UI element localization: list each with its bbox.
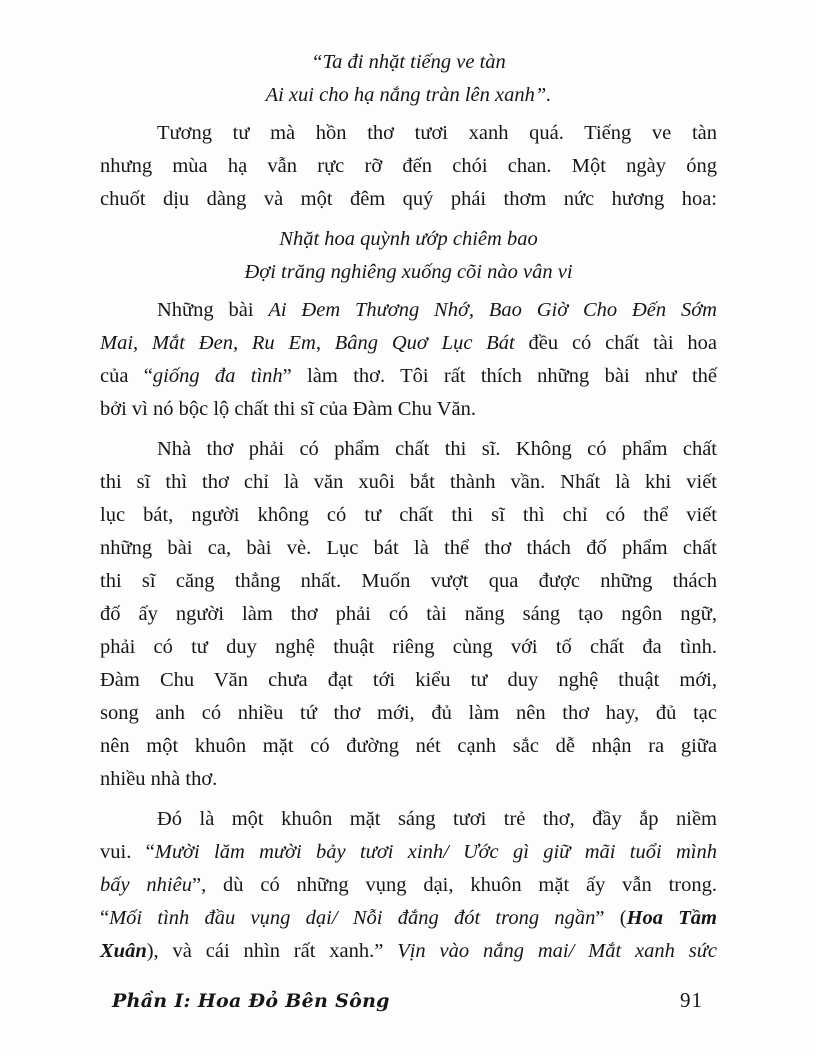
text-line: [100, 598, 717, 631]
page-number: 91: [680, 988, 703, 1012]
text-run: Mười lăm mười bảy tươi xinh/ Ước gì giữ mãi tuổi mình: [154, 841, 718, 863]
text-run: “: [100, 907, 110, 929]
text-run: ” làm thơ. Tôi rất thích những bài như thế: [282, 365, 717, 387]
text-run: đều có chất tài hoa: [514, 332, 717, 354]
text-run: ), và cái nhìn rất xanh.”: [146, 940, 398, 962]
text-line: [100, 532, 717, 565]
poem-quote-2: [100, 223, 717, 289]
text-line: [100, 466, 717, 499]
text-run: ” (: [595, 907, 627, 929]
text-line: [100, 836, 717, 869]
text-run: nhưng mùa hạ vẫn rực rỡ đến chói chan. Một ngày óng: [100, 155, 717, 177]
text-run: nên một khuôn mặt có đường nét cạnh sắc dễ nhận ra giữa: [100, 735, 717, 757]
poem-quote-1: [100, 46, 717, 112]
text-line: [100, 664, 717, 697]
text-line: [100, 902, 717, 935]
text-line: [100, 117, 717, 150]
text-line: [100, 360, 717, 393]
text-line: [100, 183, 717, 216]
text-run: Mối tình đầu vụng dại/ Nỗi đắng đót trong ngần: [109, 907, 596, 929]
paragraph-3: [100, 433, 717, 796]
paragraph-4: [100, 803, 717, 968]
text-run: nhiều nhà thơ.: [100, 768, 218, 790]
poem-line: Nhặt hoa quỳnh ướp chiêm bao: [279, 228, 538, 250]
text-run: Đó là một khuôn mặt sáng tươi trẻ thơ, đầy ắp niềm: [157, 808, 717, 830]
text-run: bởi vì nó bộc lộ chất thi sĩ của Đàm Chu Văn.: [100, 398, 476, 420]
text-line: [100, 803, 717, 836]
text-run: Hoa Tầm: [626, 907, 717, 929]
text-run: thi sĩ căng thẳng nhất. Muốn vượt qua được những thách: [100, 570, 717, 592]
text-run: song anh có nhiều tứ thơ mới, đủ làm nên thơ hay, đủ tạc: [100, 702, 717, 724]
page-footer: [100, 988, 717, 1013]
text-line: [100, 935, 717, 968]
text-run: ”, dù có những vụng dại, khuôn mặt ấy vẫn trong.: [191, 874, 717, 896]
text-run: Ai Đem Thương Nhớ, Bao Giờ Cho Đến Sớm: [268, 299, 717, 321]
text-line: [100, 763, 717, 796]
text-run: giống đa tình: [152, 365, 283, 387]
text-run: Mai, Mắt Đen, Ru Em, Bâng Quơ Lục Bát: [100, 332, 515, 354]
text-run: đố ấy người làm thơ phải có tài năng sáng tạo ngôn ngữ,: [100, 603, 717, 625]
text-run: phải có tư duy nghệ thuật riêng cùng với tố chất đa tình.: [100, 636, 717, 658]
text-run: chuốt dịu dàng và một đêm quý phái thơm nức hương hoa:: [100, 188, 717, 210]
text-run: của “: [100, 365, 153, 387]
text-line: [100, 631, 717, 664]
text-run: bấy nhiêu: [100, 874, 192, 896]
poem-line: Ai xui cho hạ nắng tràn lên xanh”.: [265, 84, 552, 106]
text-run: Vịn vào nắng mai/ Mắt xanh sức: [397, 940, 717, 962]
poem-line: Đợi trăng nghiêng xuống cõi nào vân vi: [244, 261, 573, 283]
text-run: vui. “: [100, 841, 155, 863]
text-line: [100, 433, 717, 466]
poem-line: “Ta đi nhặt tiếng ve tàn: [311, 51, 506, 73]
text-run: thi sĩ thì thơ chỉ là văn xuôi bắt thành vần. Nhất là khi viết: [100, 471, 717, 493]
paragraph-1: [100, 117, 717, 216]
page-body: [100, 46, 717, 975]
text-run: Xuân: [100, 940, 147, 962]
text-run: Nhà thơ phải có phẩm chất thi sĩ. Không có phẩm chất: [157, 438, 717, 460]
text-run: Những bài: [157, 299, 269, 321]
text-run: những bài ca, bài vè. Lục bát là thể thơ thách đố phẩm chất: [100, 537, 717, 559]
text-line: [100, 393, 717, 426]
text-run: Tương tư mà hồn thơ tươi xanh quá. Tiếng ve tàn: [157, 122, 717, 144]
text-line: [100, 565, 717, 598]
text-line: [100, 294, 717, 327]
text-run: Đàm Chu Văn chưa đạt tới kiểu tư duy nghệ thuật mới,: [100, 669, 717, 691]
text-line: [100, 869, 717, 902]
text-run: lục bát, người không có tư chất thi sĩ thì chỉ có thể viết: [100, 504, 717, 526]
text-line: [100, 730, 717, 763]
footer-section-label: Phần I: Hoa Đỏ Bên Sông: [112, 990, 390, 1012]
paragraph-2: [100, 294, 717, 426]
text-line: [100, 697, 717, 730]
text-line: [100, 150, 717, 183]
text-line: [100, 499, 717, 532]
text-line: [100, 327, 717, 360]
